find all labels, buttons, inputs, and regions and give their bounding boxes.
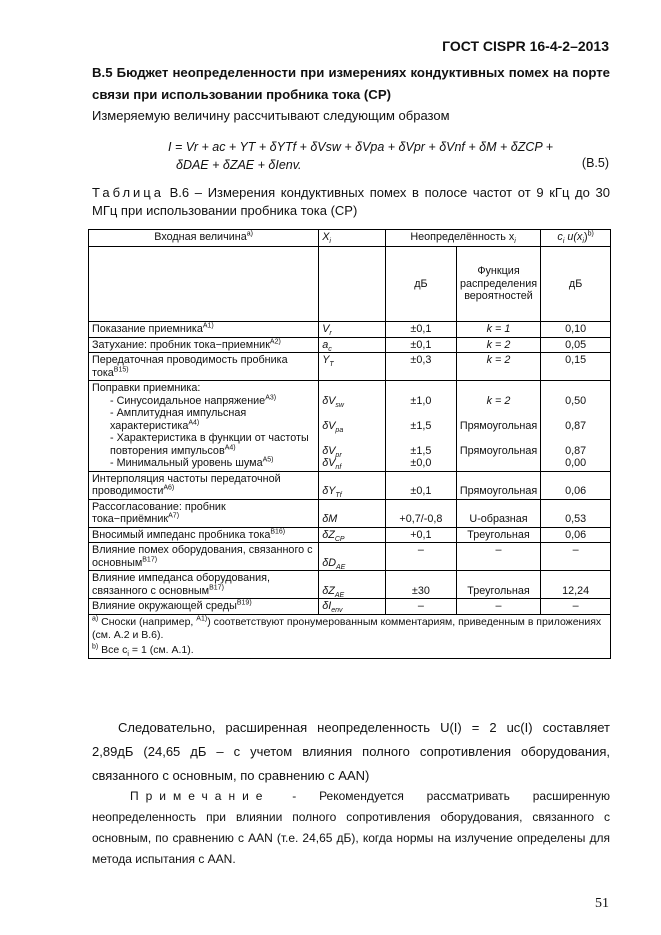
header-input: Входная величина$^{a)}$ [89,230,319,247]
table-subheader-row [89,247,611,322]
formula-line-1: I = Vr + ac + YT + δYTf + δVsw + δVpa + δVpr + δVnf + δM + δZCP + [168,140,554,154]
table-row: Влияние окружающей среды$^{B19)}$ $\delta I_{env}$ – – – [89,599,611,615]
table-header-row [89,230,611,247]
uncertainty-table [88,229,611,659]
footnote-b: $^{b)}$ Все $c_i = 1$ (см. А.1). [92,643,194,658]
table-row: Интерполяция частоты передаточной проводимости$^{A6)}$ $\delta Y_{Tf}$ ±0,1 Прямоугольная 0,06 [89,471,611,499]
note-word: Примечание [130,789,270,803]
formula-line-2: δDAE + δZAE + δIenv. [176,158,302,172]
table-footnotes [89,614,611,658]
table-row: Влияние импеданса оборудования, связанного с основным$^{B17)}$ $\delta Z_{AE}$ ±30 Треугольная 12,24 [89,571,611,599]
note-text: - Рекомендуется рассматривать расширенную неопределенность при влиянии полного сопротивления оборудования, связанного с основным, по сравнению с AAN (т.е. 24,65 дБ), когда нормы на излучение определены для метода испытания с AAN. [92,789,610,866]
header-db-2: дБ [541,247,611,322]
caption-text: В.6 – Измерения кондуктивных помех в полосе частот от 9 кГц до 30 МГц при использовании пробника тока (CP) [92,185,610,218]
caption-word: Таблица [92,185,164,200]
table-row: Поправки приемника: - Синусоидальное напряжение$^{A3)}$ - Амплитудная импульсная характеристика$^{A4)}$ - Характеристика в функции от частоты повторения импульсов$^{A4)}$ - Минимальный уровень шума$^{A5)}$ $\delta V_{sw}$ $\delta V_{pa}$ $\delta V_{pr}$ $\delta V_{nf}$ ±1,0 ±1,5 ±1,5 ±0,0 k = 2 Прямоугольная Прямоугольная 0,50 0,87 0,87 0,00 [89,381,611,472]
table-row: Влияние помех оборудования, связанного с основным$^{B17)}$ $\delta D_{AE}$ – – – [89,543,611,571]
conclusion-paragraph: Следовательно, расширенная неопределенность U(I) = 2 uc(I) составляет 2,89дБ (24,65 дБ – с учетом влияния полного сопротивления оборудования, связанного с основным, по сравнению с AAN) [92,720,610,783]
section-heading: B.5 Бюджет неопределенности при измерениях кондуктивных помех на порте связи при использовании пробника тока (CP) [92,65,610,102]
formula-number: (B.5) [581,156,609,170]
table-row: Рассогласование: пробник тока−приёмник$^{A7)}$ δM +0,7/-0,8 U-образная 0,53 [89,499,611,527]
table-row: Затухание: пробник тока−приемник$^{A2)}$ $a_c$ ±0,1 k = 2 0,05 [89,337,611,353]
footnote-a: $^{a)}$ Сноски (например, $^{A1)}$) соответствуют пронумерованным комментариям, приведенным в приложениях (см. А.2 и В.6). [92,615,602,641]
header-distribution: Функция распределения вероятностей [456,247,540,322]
formula [168,138,553,174]
header-db: дБ [385,247,456,322]
header-xi: $X_i$ [319,230,386,247]
table-row: Показание приемника$^{A1)}$ $V_r$ ±0,1 k = 1 0,10 [89,322,611,338]
note-paragraph [92,786,610,870]
standard-number: ГОСТ CISPR 16-4-2–2013 [442,38,609,54]
page-number: 51 [595,896,609,911]
table-caption [92,184,610,220]
header-contribution: $c_i$ $u(x_i)^{b)}$ [541,230,611,247]
table-row: Передаточная проводимость пробника тока$^{B15)}$ $Y_T$ ±0,3 k = 2 0,15 [89,353,611,381]
intro-text: Измеряемую величину рассчитывают следующим образом [92,108,450,123]
header-uncertainty: Неопределённость $x_i$ [385,230,540,247]
table-row: Вносимый импеданс пробника тока$^{B16)}$ $\delta Z_{CP}$ +0,1 Треугольная 0,06 [89,527,611,543]
